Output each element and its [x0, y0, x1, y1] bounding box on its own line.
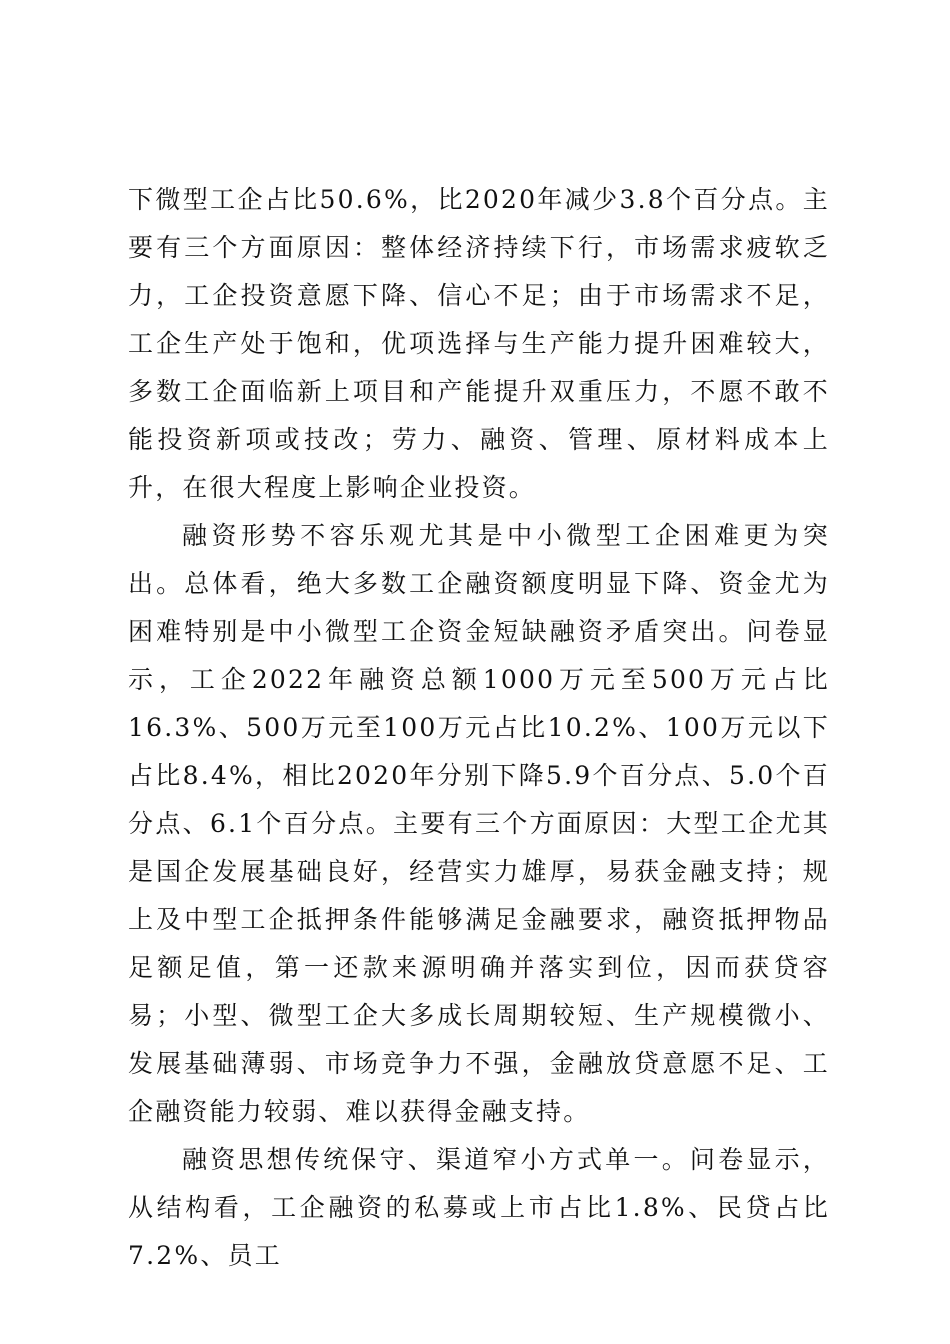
- paragraph-1: 下微型工企占比50.6%，比2020年减少3.8个百分点。主要有三个方面原因：整体经济持续下行，市场需求疲软乏力，工企投资意愿下降、信心不足；由于市场需求不足，工企生产处于饱和，优项选择与生产能力提升困难较大，多数工企面临新上项目和产能提升双重压力，不愿不敢不能投资新项或技改；劳力、融资、管理、原材料成本上升，在很大程度上影响企业投资。: [128, 185, 830, 502]
- paragraph-2: 融资形势不容乐观尤其是中小微型工企困难更为突出。总体看，绝大多数工企融资额度明显下降、资金尤为困难特别是中小微型工企资金短缺融资矛盾突出。问卷显示，工企2022年融资总额1000万元至500万元占比16.3%、500万元至100万元占比10.2%、100万元以下占比8.4%，相比2020年分别下降5.9个百分点、5.0个百分点、6.1个百分点。主要有三个方面原因：大型工企尤其是国企发展基础良好，经营实力雄厚，易获金融支持；规上及中型工企抵押条件能够满足金融要求，融资抵押物品足额足值，第一还款来源明确并落实到位，因而获贷容易；小型、微型工企大多成长周期较短、生产规模微小、发展基础薄弱、市场竞争力不强，金融放贷意愿不足、工企融资能力较弱、难以获得金融支持。: [128, 521, 830, 1126]
- paragraph-3: 融资思想传统保守、渠道窄小方式单一。问卷显示，从结构看，工企融资的私募或上市占比1.8%、民贷占比7.2%、员工: [128, 1145, 830, 1270]
- document-body: [128, 176, 830, 1280]
